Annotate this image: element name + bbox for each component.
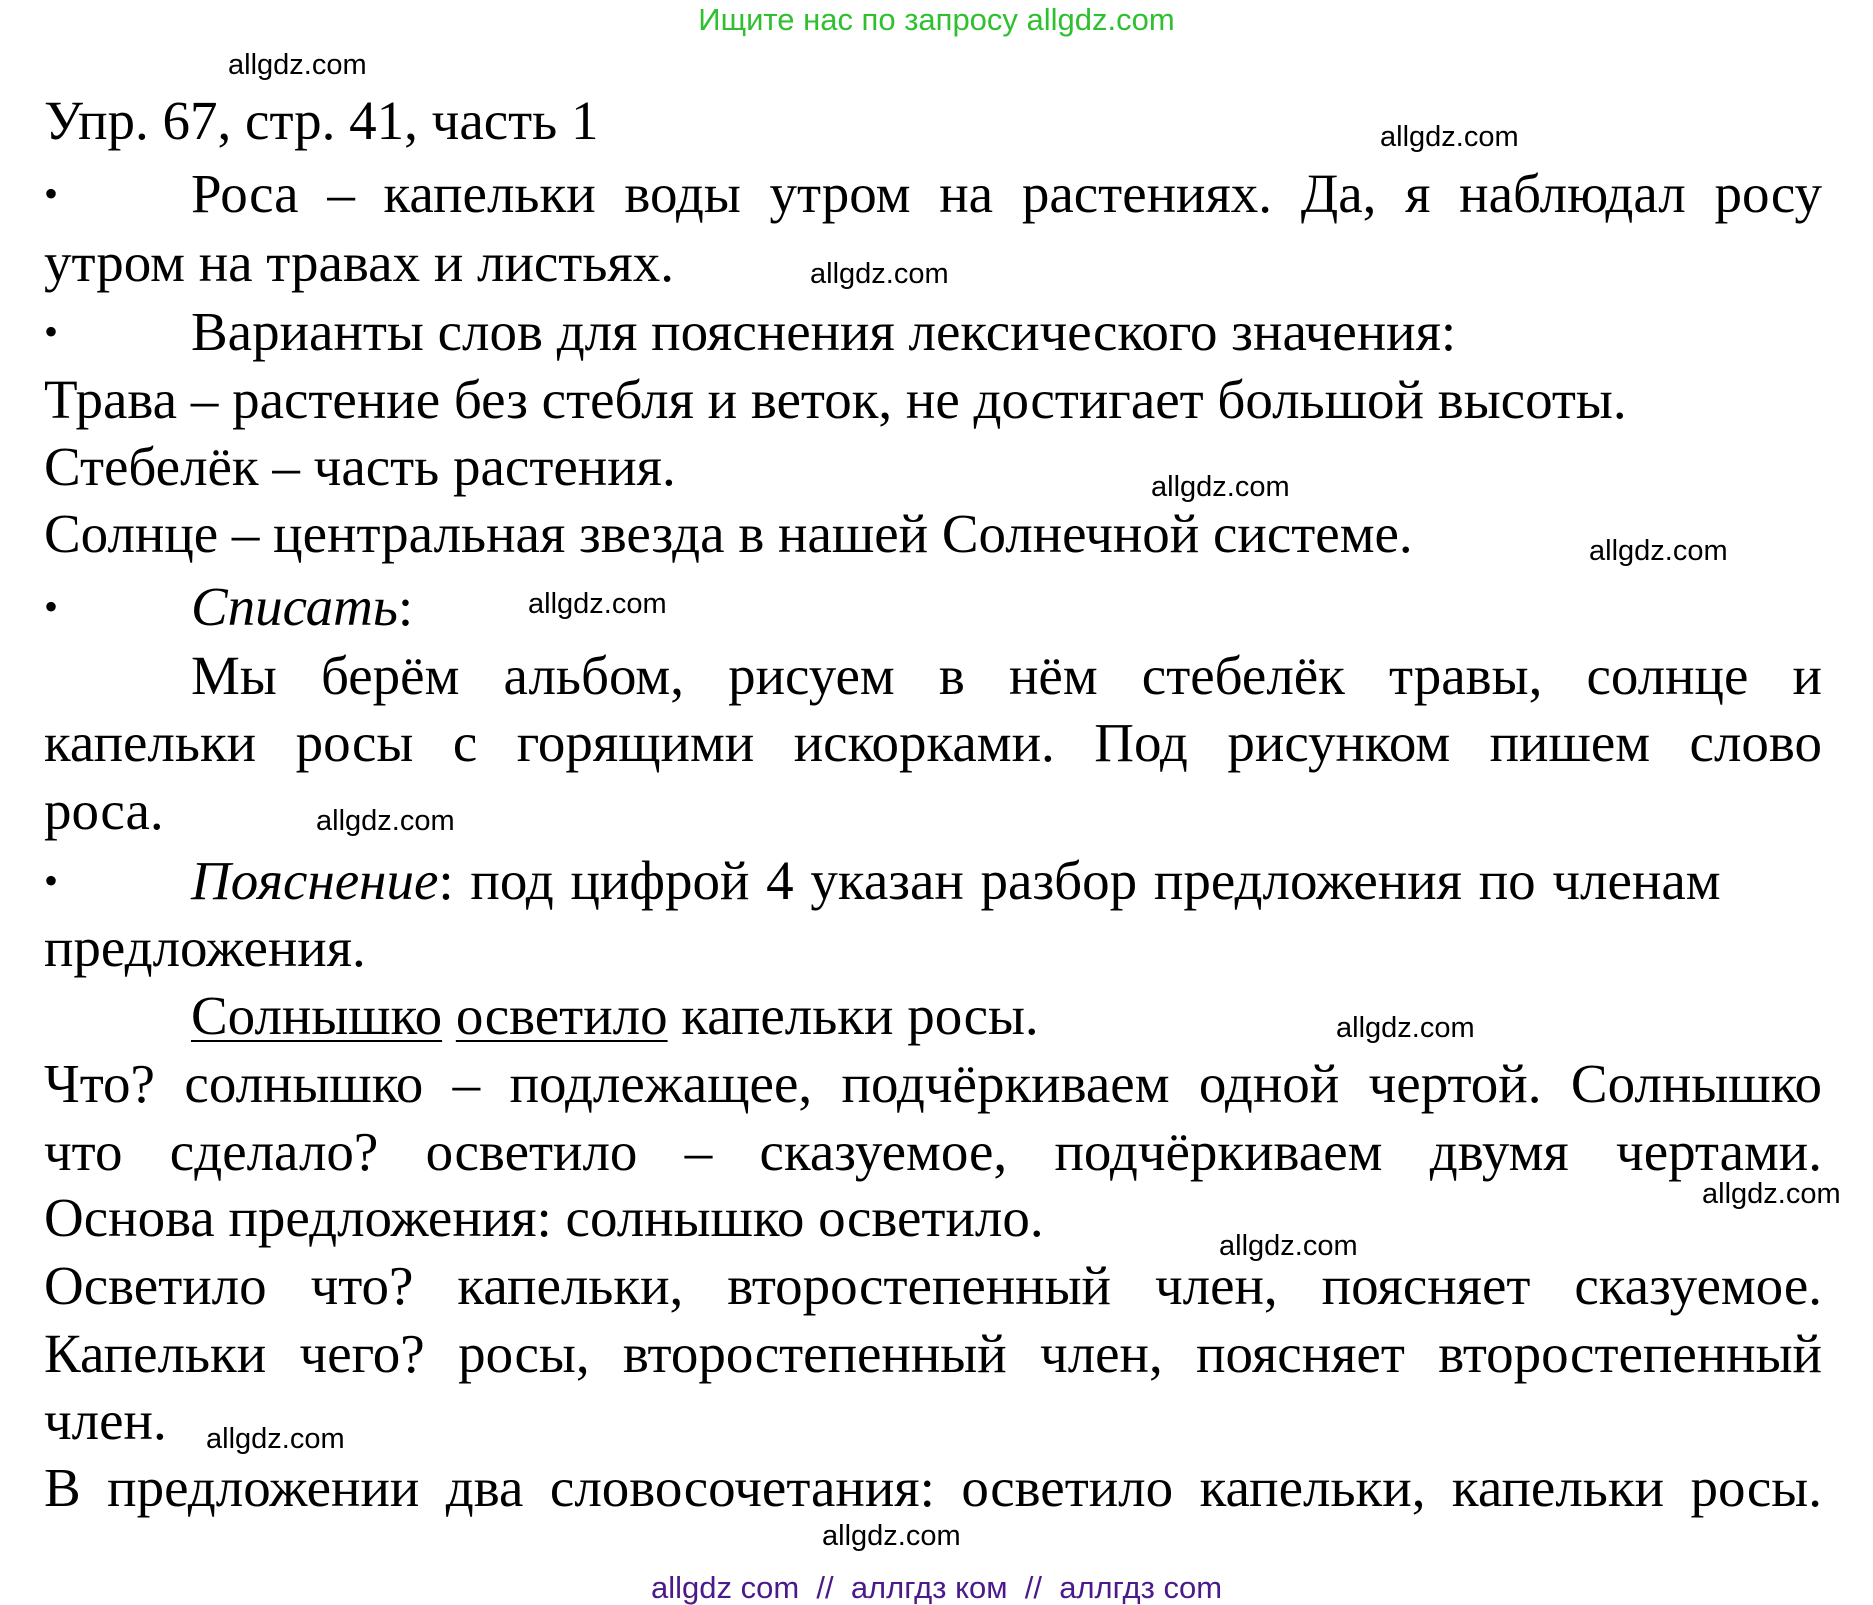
colon: : <box>397 576 414 637</box>
watermark: allgdz.com <box>316 805 455 837</box>
text-line: Основа предложения: солнышко осветило. <box>44 1187 1044 1248</box>
bullet: • <box>44 309 59 354</box>
label-explanation: Пояснение <box>191 850 439 911</box>
watermark: allgdz.com <box>228 49 367 81</box>
text-line: член. <box>44 1390 167 1451</box>
text-line: предложения. <box>44 917 366 978</box>
text-line: утром на травах и листьях. <box>44 232 674 293</box>
predicate: осветило <box>455 985 668 1046</box>
bullet: • <box>44 858 59 903</box>
text-line: Варианты слов для пояснения лексического значения: <box>191 301 1457 362</box>
watermark: allgdz.com <box>1151 471 1290 503</box>
text-line: Стебелёк – часть растения. <box>44 436 676 497</box>
watermark: allgdz.com <box>810 258 949 290</box>
watermark: allgdz.com <box>206 1423 345 1455</box>
text-line: Трава – растение без стебля и веток, не достигает большой высоты. <box>44 369 1627 430</box>
label-copy: Списать <box>191 576 398 637</box>
text-line: Роса – капельки воды утром на растениях. Да, я наблюдал росу <box>191 163 1822 224</box>
text-line: Что? солнышко – подлежащее, подчёркиваем одной чертой. Солнышко <box>44 1053 1822 1114</box>
text-line: В предложении два словосочетания: осветило капельки, капельки росы. <box>44 1457 1822 1518</box>
text-line: Капельки чего? росы, второстепенный член, поясняет второстепенный <box>44 1323 1822 1384</box>
watermark: allgdz.com <box>528 588 667 620</box>
watermark: allgdz.com <box>1702 1178 1841 1210</box>
watermark: allgdz.com <box>1336 1012 1475 1044</box>
subject: Солнышко <box>191 985 443 1046</box>
watermark: allgdz.com <box>1380 121 1519 153</box>
text-line: роса. <box>44 780 164 841</box>
text-line: Солнце – центральная звезда в нашей Солнечной системе. <box>44 503 1413 564</box>
bullet: • <box>44 584 59 629</box>
watermark: allgdz.com <box>1589 535 1728 567</box>
example-sentence <box>191 982 1822 1050</box>
footer-links[interactable]: allgdz com // аллгдз ком // аллгдз com <box>650 1570 1223 1605</box>
text-line <box>191 573 1822 641</box>
text-line: Мы берём альбом, рисуем в нём стебелёк травы, солнце и <box>191 645 1822 706</box>
text-line: капельки росы с горящими искорками. Под рисунком пишем слово <box>44 712 1822 773</box>
text: : под цифрой 4 указан разбор предложения по членам <box>438 850 1721 911</box>
watermark: allgdz.com <box>1219 1230 1358 1262</box>
header-banner: Ищите нас по запросу allgdz.com <box>698 2 1175 37</box>
text-line <box>191 847 1822 915</box>
text-line: Осветило что? капельки, второстепенный член, поясняет сказуемое. <box>44 1255 1822 1316</box>
exercise-title: Упр. 67, стр. 41, часть 1 <box>44 90 599 151</box>
text: капельки росы. <box>667 985 1039 1046</box>
watermark: allgdz.com <box>822 1520 961 1552</box>
bullet: • <box>44 171 59 216</box>
text-line: что сделало? осветило – сказуемое, подчёркиваем двумя чертами. <box>44 1121 1822 1182</box>
